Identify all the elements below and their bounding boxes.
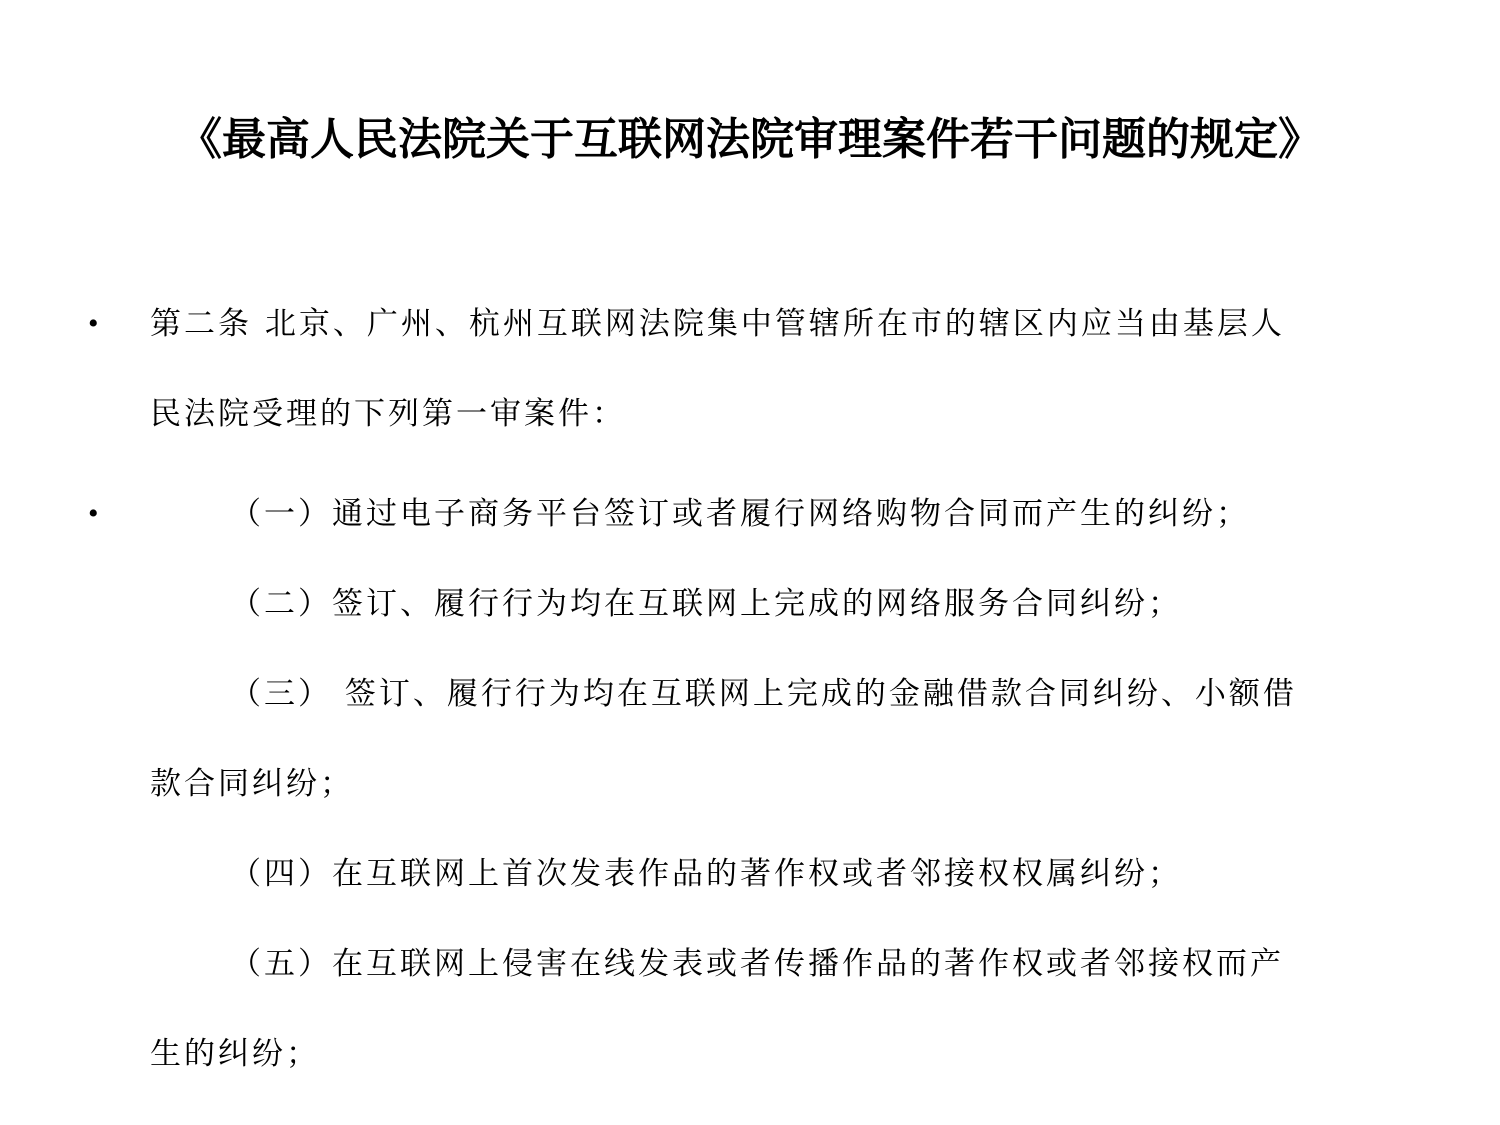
- item-line-5: （五）在互联网上侵害在线发表或者传播作品的著作权或者邻接权而产: [230, 946, 1284, 982]
- item-line-5-continued: 生的纠纷；: [150, 1036, 320, 1072]
- item-line-3-continued: 款合同纠纷；: [150, 766, 354, 802]
- bullet-marker-2: •: [88, 497, 99, 530]
- item-line-1: （一）通过电子商务平台签订或者履行网络购物合同而产生的纠纷；: [230, 496, 1250, 532]
- article-line-1: 第二条 北京、广州、杭州互联网法院集中管辖所在市的辖区内应当由基层人: [150, 306, 1285, 342]
- item-line-2: （二）签订、履行行为均在互联网上完成的网络服务合同纠纷；: [230, 586, 1182, 622]
- item-line-4: （四）在互联网上首次发表作品的著作权或者邻接权权属纠纷；: [230, 856, 1182, 892]
- item-line-3: （三） 签订、履行行为均在互联网上完成的金融借款合同纠纷、小额借: [230, 676, 1297, 712]
- article-line-2: 民法院受理的下列第一审案件：: [150, 396, 626, 432]
- bullet-marker-1: •: [88, 307, 99, 340]
- slide-title: 《最高人民法院关于互联网法院审理案件若干问题的规定》: [178, 114, 1322, 165]
